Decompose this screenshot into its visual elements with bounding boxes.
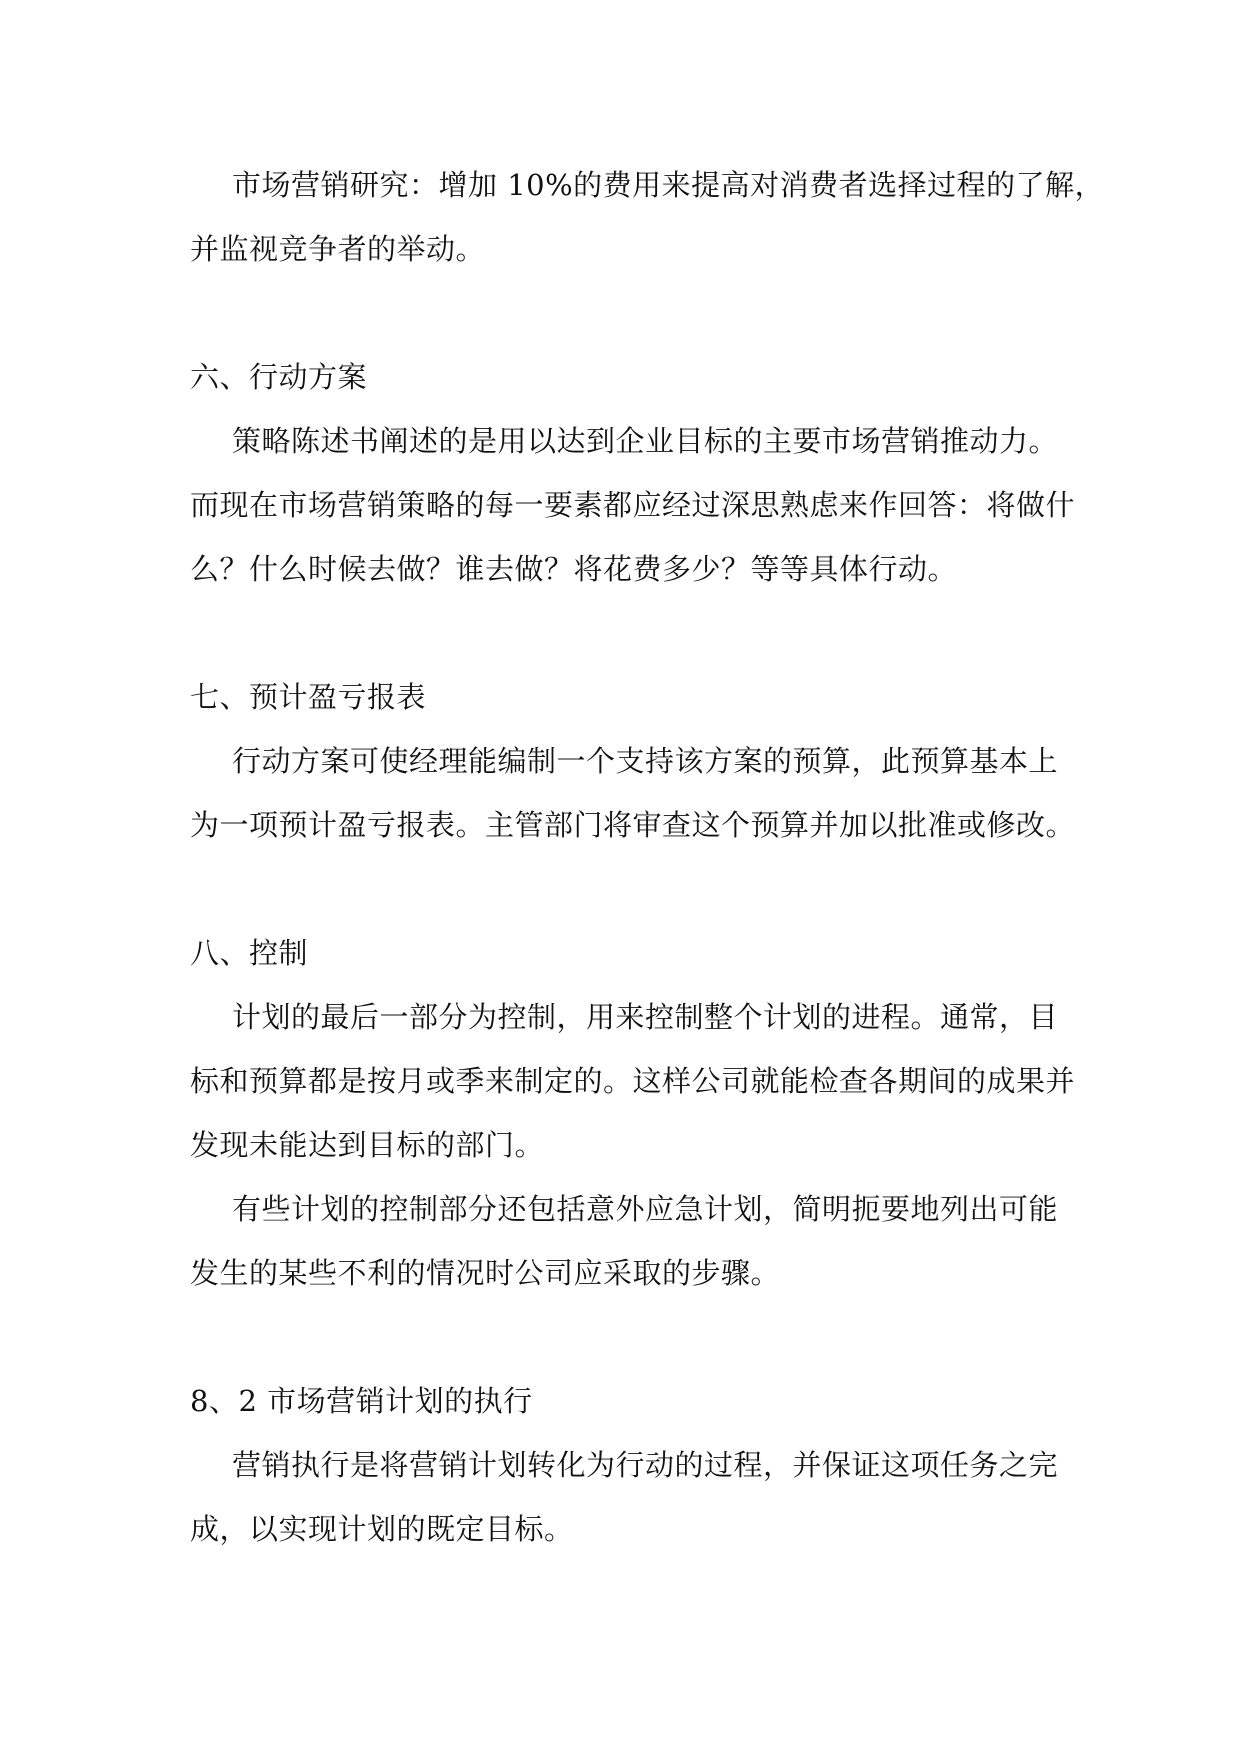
paragraph-line: 市场营销研究：增加 10%的费用来提高对消费者选择过程的了解， bbox=[232, 168, 1105, 202]
paragraph-line: 发现未能达到目标的部门。 bbox=[190, 1128, 545, 1162]
paragraph-line: 行动方案可使经理能编制一个支持该方案的预算，此预算基本上 bbox=[232, 744, 1059, 778]
paragraph-line: 标和预算都是按月或季来制定的。这样公司就能检查各期间的成果并 bbox=[190, 1064, 1076, 1098]
section-heading: 八、控制 bbox=[190, 936, 309, 970]
paragraph-line: 策略陈述书阐述的是用以达到企业目标的主要市场营销推动力。 bbox=[232, 424, 1059, 458]
paragraph-line: 有些计划的控制部分还包括意外应急计划，简明扼要地列出可能 bbox=[232, 1192, 1059, 1226]
paragraph-line: 计划的最后一部分为控制，用来控制整个计划的进程。通常，目 bbox=[232, 1000, 1059, 1034]
section-heading: 六、行动方案 bbox=[190, 360, 368, 394]
paragraph-line: 发生的某些不利的情况时公司应采取的步骤。 bbox=[190, 1256, 781, 1290]
paragraph-line: 并监视竞争者的举动。 bbox=[190, 232, 486, 266]
paragraph-line: 为一项预计盈亏报表。主管部门将审查这个预算并加以批准或修改。 bbox=[190, 808, 1076, 842]
paragraph-line: 么？什么时候去做？谁去做？将花费多少？等等具体行动。 bbox=[190, 552, 958, 586]
section-heading: 七、预计盈亏报表 bbox=[190, 680, 427, 714]
section-heading: 8、2 市场营销计划的执行 bbox=[190, 1384, 533, 1418]
paragraph-line: 成，以实现计划的既定目标。 bbox=[190, 1512, 574, 1546]
paragraph-line: 营销执行是将营销计划转化为行动的过程，并保证这项任务之完 bbox=[232, 1448, 1059, 1482]
paragraph-line: 而现在市场营销策略的每一要素都应经过深思熟虑来作回答：将做什 bbox=[190, 488, 1076, 522]
